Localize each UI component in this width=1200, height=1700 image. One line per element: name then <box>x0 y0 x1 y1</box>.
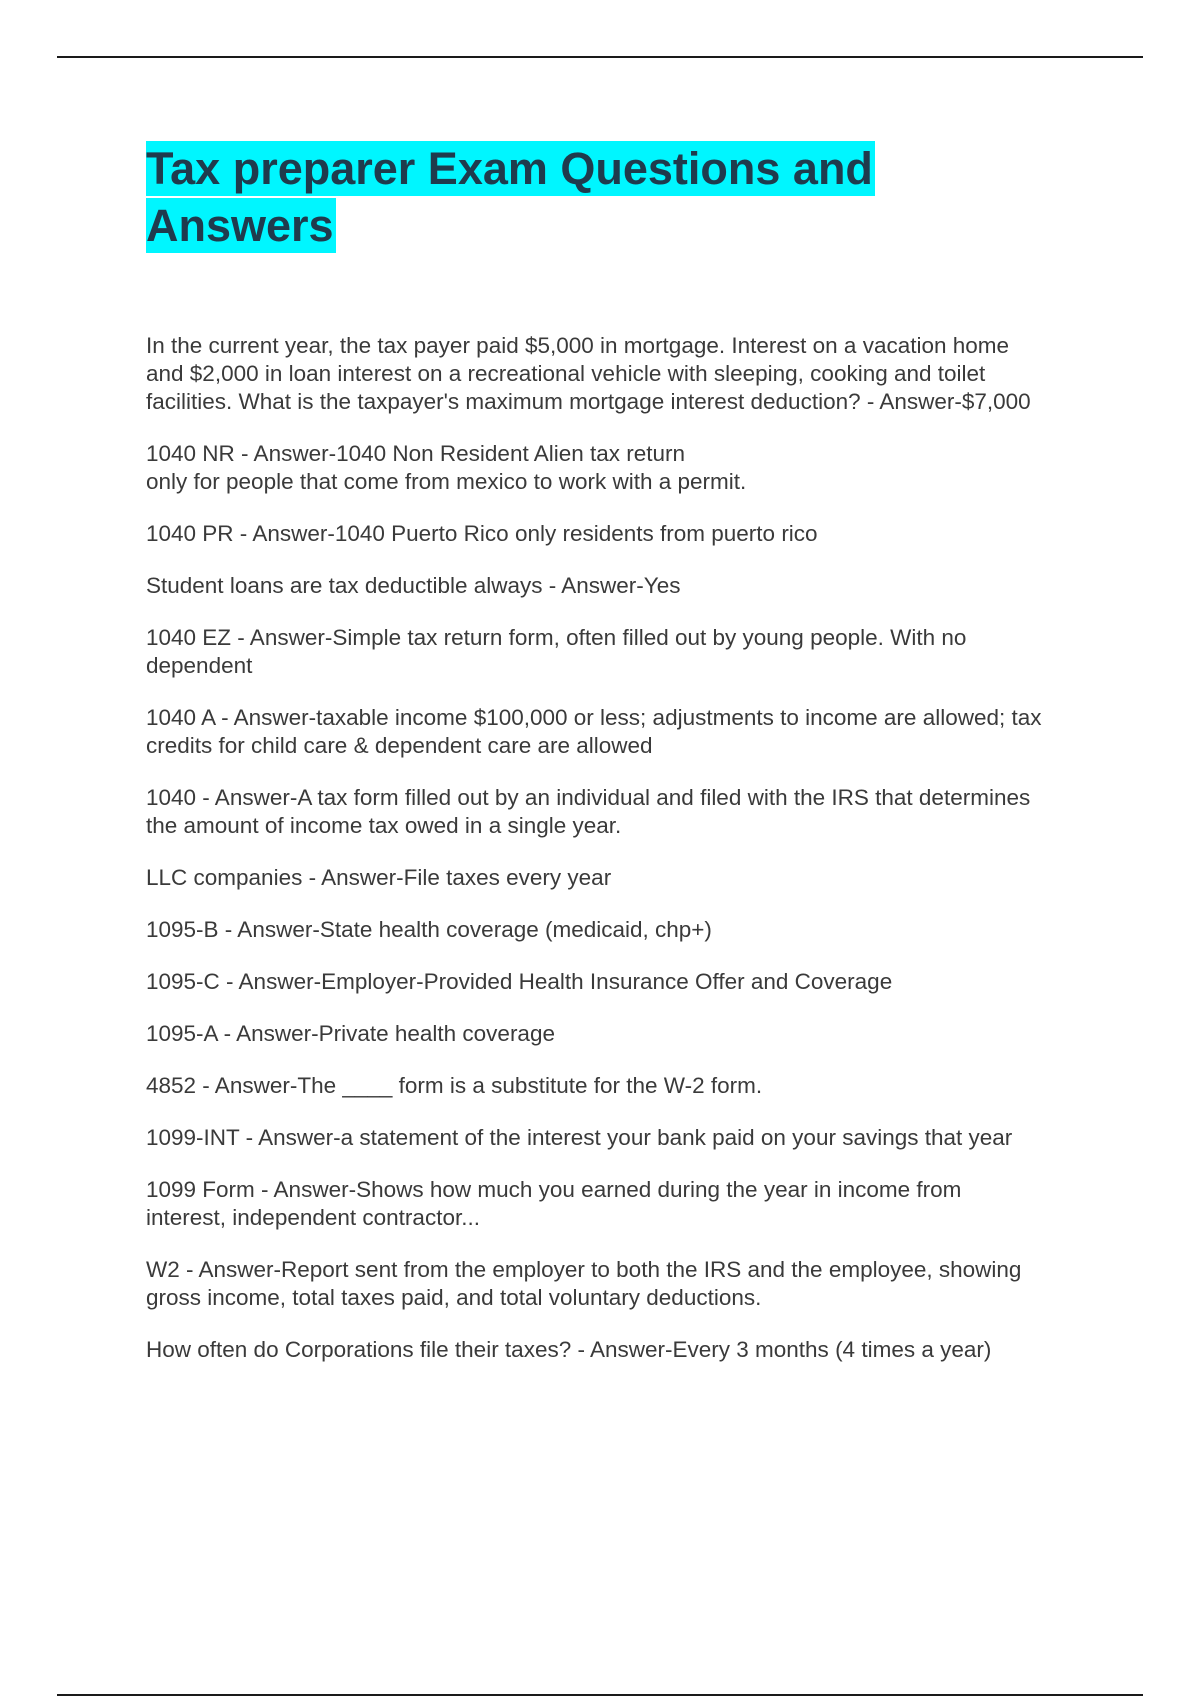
title-line-2: Answers <box>146 200 334 251</box>
qa-item-w2: W2 - Answer-Report sent from the employer to both the IRS and the employee, showing gross income, total taxes paid, and total voluntary deductions. <box>146 1257 1022 1310</box>
qa-item-1040-nr <box>146 440 1046 496</box>
qa-item-llc: LLC companies - Answer-File taxes every year <box>146 865 612 890</box>
qa-item-1040-nr-line-2: only for people that come from mexico to work with a permit. <box>146 469 747 494</box>
qa-item-4852: 4852 - Answer-The ____ form is a substitute for the W-2 form. <box>146 1073 763 1098</box>
title-line-1: Tax preparer Exam Questions and <box>146 143 873 194</box>
qa-item-1040-a: 1040 A - Answer-taxable income $100,000 or less; adjustments to income are allowed; tax credits for child care & dependent care are allowed <box>146 705 1042 758</box>
qa-item-1099-form: 1099 Form - Answer-Shows how much you earned during the year in income from interest, independent contractor... <box>146 1177 962 1230</box>
document-body <box>146 140 1046 1388</box>
qa-list <box>146 332 1046 1364</box>
qa-item-1095-c: 1095-C - Answer-Employer-Provided Health Insurance Offer and Coverage <box>146 969 893 994</box>
qa-item-1040-nr-line-1: 1040 NR - Answer-1040 Non Resident Alien tax return <box>146 441 686 466</box>
qa-item-1040-pr: 1040 PR - Answer-1040 Puerto Rico only residents from puerto rico <box>146 521 818 546</box>
qa-item-mortgage-interest: In the current year, the tax payer paid $5,000 in mortgage. Interest on a vacation home and $2,000 in loan interest on a recreational vehicle with sleeping, cooking and toilet facilities. What is the taxpayer's maximum mortgage interest deduction? - Answer-$7,000 <box>146 333 1031 414</box>
qa-item-1099-int: 1099-INT - Answer-a statement of the interest your bank paid on your savings that year <box>146 1125 1013 1150</box>
footer-rule <box>57 1694 1143 1696</box>
header-rule <box>57 56 1143 58</box>
qa-item-1095-b: 1095-B - Answer-State health coverage (medicaid, chp+) <box>146 917 712 942</box>
title-highlight <box>146 141 875 253</box>
qa-item-corporations: How often do Corporations file their taxes? - Answer-Every 3 months (4 times a year) <box>146 1337 992 1362</box>
qa-item-1040-ez: 1040 EZ - Answer-Simple tax return form, often filled out by young people. With no dependent <box>146 625 967 678</box>
qa-item-student-loans: Student loans are tax deductible always - Answer-Yes <box>146 573 681 598</box>
qa-item-1040: 1040 - Answer-A tax form filled out by an individual and filed with the IRS that determines the amount of income tax owed in a single year. <box>146 785 1031 838</box>
qa-item-1095-a: 1095-A - Answer-Private health coverage <box>146 1021 555 1046</box>
document-title <box>146 140 1046 254</box>
